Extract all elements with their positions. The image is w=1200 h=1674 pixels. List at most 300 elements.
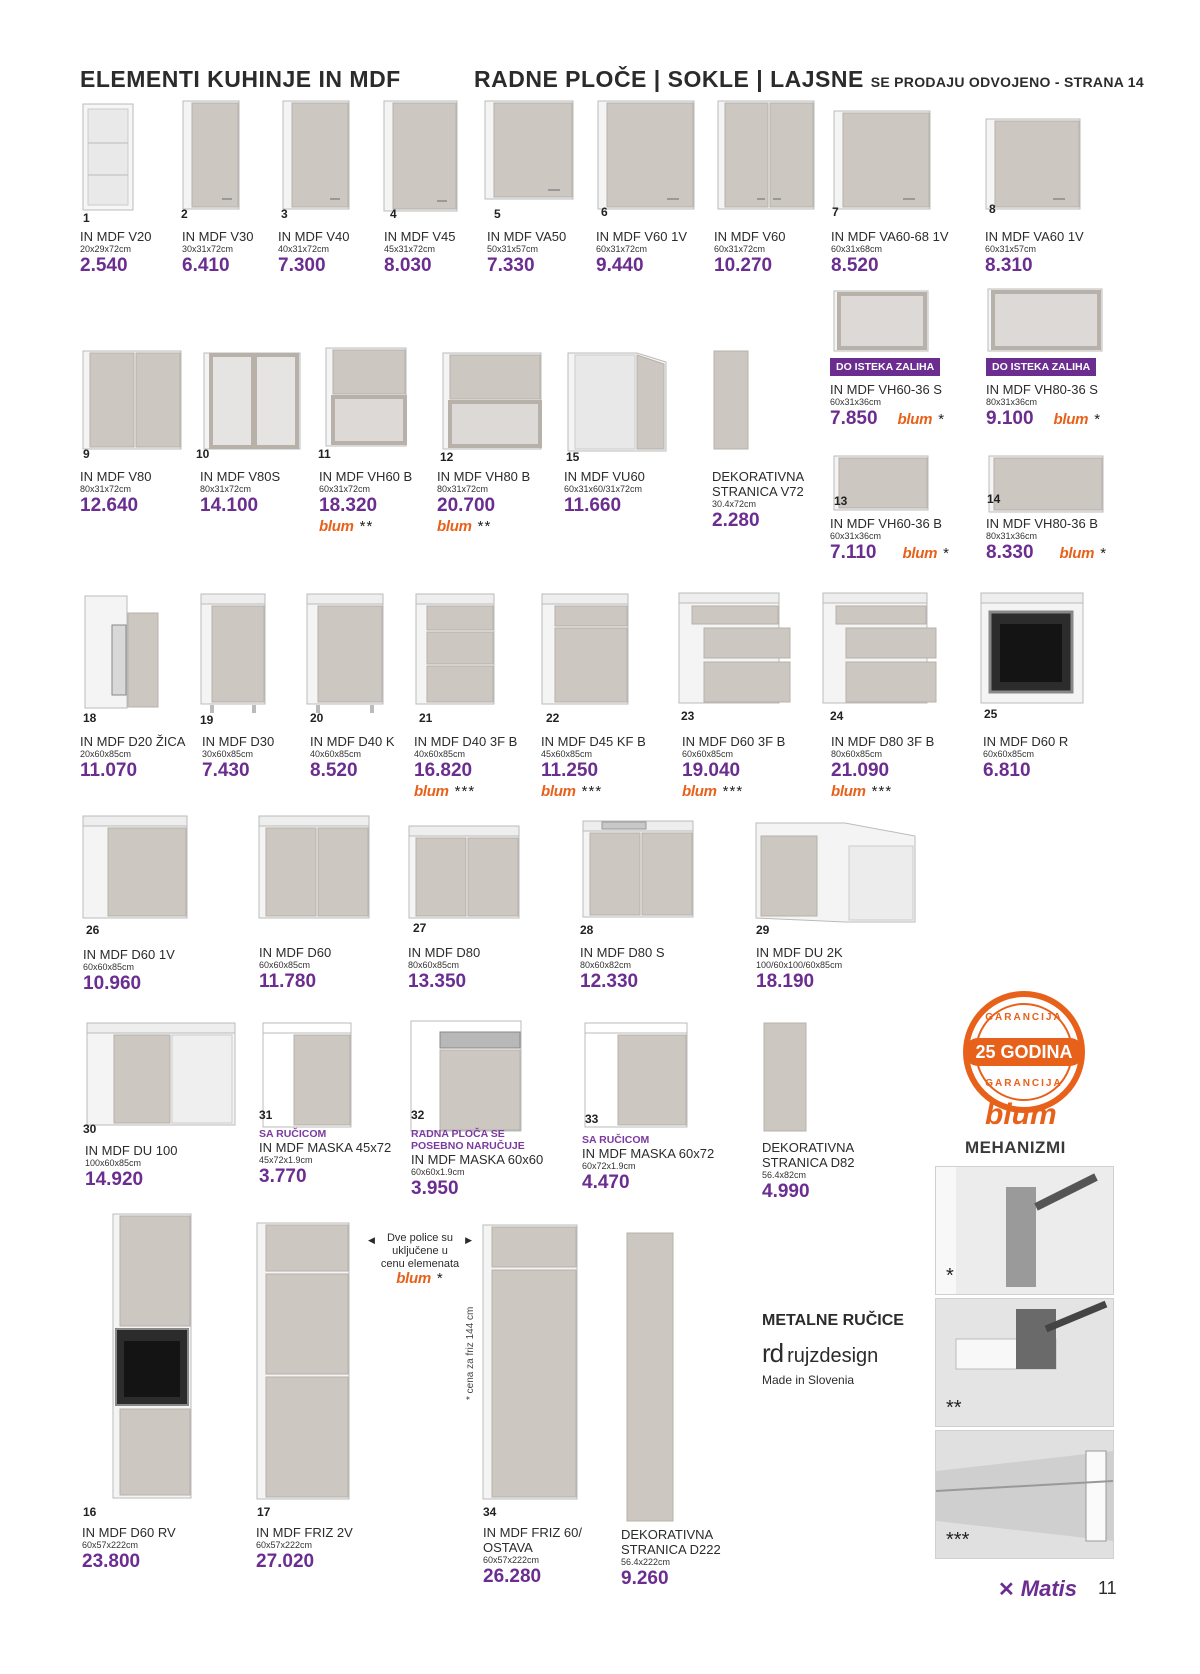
product-price: 16.820 xyxy=(414,760,473,781)
product-number: 2 xyxy=(181,207,188,221)
product-friz-2v xyxy=(256,1525,396,1573)
cabinet-image-v20 xyxy=(82,103,134,211)
product-number: 4 xyxy=(390,207,397,221)
product-price: 11.070 xyxy=(80,760,138,781)
cabinet-image-d60-1v xyxy=(82,815,188,927)
product-name: IN MDF FRIZ 60/ xyxy=(483,1525,582,1540)
product-friz-60-ostava xyxy=(483,1525,623,1588)
product-dimensions: 80x31x72cm xyxy=(80,484,132,494)
cabinet-image-d40k xyxy=(306,593,384,715)
cabinet-image-v45 xyxy=(383,100,458,212)
product-number: 15 xyxy=(566,450,580,464)
mechanism-stars: * xyxy=(943,544,950,562)
cabinet-image-d60 xyxy=(258,815,370,927)
product-dimensions: 100/60x100/60x85cm xyxy=(756,960,843,970)
product-number: 33 xyxy=(585,1112,599,1126)
product-dimensions: 60x72x1.9cm xyxy=(582,1161,636,1171)
product-price: 19.040 xyxy=(682,760,741,781)
product-price: 6.410 xyxy=(182,255,230,276)
product-number: 7 xyxy=(832,205,839,219)
product-note-line2: POSEBNO NARUČUJE xyxy=(411,1140,525,1152)
product-name: IN MDF V40 xyxy=(278,229,350,244)
mechanism-stars: * xyxy=(1094,410,1102,428)
product-number: 6 xyxy=(601,205,608,219)
product-price: 2.540 xyxy=(80,255,128,276)
product-number: 20 xyxy=(310,711,324,725)
cabinet-image-vh80b xyxy=(442,352,542,450)
product-dimensions: 60x31x72cm xyxy=(714,244,766,254)
product-dekorativna-d222 xyxy=(621,1527,761,1590)
product-dimensions: 50x31x57cm xyxy=(487,244,539,254)
product-d60 xyxy=(259,945,399,993)
product-name-line2: OSTAVA xyxy=(483,1540,533,1555)
blum-logo-icon: blum xyxy=(319,518,354,535)
product-dekorativna-d82 xyxy=(762,1140,902,1203)
cabinet-image-v40 xyxy=(282,100,350,210)
cabinet-image-vh60b xyxy=(325,347,407,447)
product-number: 9 xyxy=(83,447,90,461)
product-price: 8.310 xyxy=(985,255,1033,276)
product-d80s xyxy=(580,945,720,993)
product-maska-60x72 xyxy=(582,1134,722,1194)
product-dimensions: 60x60x1.9cm xyxy=(411,1167,465,1177)
product-dimensions: 80x31x36cm xyxy=(986,531,1038,541)
product-name: IN MDF D80 3F B xyxy=(831,734,935,749)
product-number: 28 xyxy=(580,923,594,937)
product-dimensions: 45x31x72cm xyxy=(384,244,436,254)
product-dimensions: 100x60x85cm xyxy=(85,1158,142,1168)
cabinet-image-va50 xyxy=(484,100,574,200)
side-panel-image-d222 xyxy=(626,1232,674,1522)
product-number: 26 xyxy=(86,923,100,937)
mechanism-stars: * xyxy=(938,410,946,428)
product-dimensions: 60x60x85cm xyxy=(83,962,135,972)
callout-line-2: uključene u xyxy=(392,1245,448,1257)
product-price: 9.100 xyxy=(986,408,1034,429)
product-name: IN MDF MASKA 45x72 xyxy=(259,1140,392,1155)
product-number: 19 xyxy=(200,713,214,727)
blum-brand-logo: blum xyxy=(985,1098,1057,1131)
product-dimensions: 80x60x85cm xyxy=(408,960,460,970)
blum-logo-icon: blum xyxy=(437,518,472,535)
product-price: 6.810 xyxy=(983,760,1031,781)
product-dimensions: 45x72x1.9cm xyxy=(259,1155,313,1165)
product-price: 23.800 xyxy=(82,1551,141,1572)
product-price: 2.280 xyxy=(712,510,760,531)
mask-image-60x60 xyxy=(410,1020,522,1140)
product-number: 16 xyxy=(83,1505,97,1519)
guarantee-bottom-text: GARANCIJA xyxy=(985,1078,1063,1089)
product-name: IN MDF VH60 B xyxy=(319,469,413,484)
cabinet-image-v60-1v xyxy=(597,100,695,210)
cabinet-image-du-100 xyxy=(86,1022,236,1134)
callout-line-1: Dve police su xyxy=(386,1232,454,1244)
blum-logo-icon: blum xyxy=(1053,410,1089,428)
cabinet-image-d80s xyxy=(582,815,694,927)
cabinet-image-d20-zica xyxy=(84,595,160,715)
cabinet-image-d80-3fb xyxy=(822,592,938,716)
product-name: IN MDF D60 1V xyxy=(83,947,175,962)
product-price: 26.280 xyxy=(483,1566,542,1587)
product-name: IN MDF D40 3F B xyxy=(414,734,518,749)
product-number: 31 xyxy=(259,1108,273,1122)
blum-logo-icon: blum xyxy=(831,783,866,800)
product-price: 11.250 xyxy=(541,760,599,781)
rujzdesign-wordmark: rujzdesign xyxy=(787,1345,879,1367)
product-dimensions: 40x31x72cm xyxy=(278,244,330,254)
product-dimensions: 60x31x36cm xyxy=(830,531,882,541)
section-title: ELEMENTI KUHINJE IN MDF xyxy=(80,66,401,92)
price-blum-row xyxy=(986,542,1126,564)
product-name: IN MDF V80S xyxy=(200,469,281,484)
product-price: 4.470 xyxy=(582,1172,630,1193)
product-name: IN MDF D60 R xyxy=(983,734,1069,749)
cabinet-image-d60-rv xyxy=(112,1213,192,1505)
shelves-callout xyxy=(370,1232,470,1285)
product-number: 32 xyxy=(411,1108,425,1122)
product-name: IN MDF D60 3F B xyxy=(682,734,786,749)
stock-badge: DO ISTEKA ZALIHA xyxy=(830,358,940,376)
product-name: DEKORATIVNA xyxy=(762,1140,855,1155)
product-dimensions: 80x60x82cm xyxy=(580,960,632,970)
product-number: 24 xyxy=(830,709,844,723)
product-number: 1 xyxy=(83,211,90,225)
price-blum-row xyxy=(830,408,970,430)
cabinet-image-vh80-36s xyxy=(987,288,1103,352)
product-d80 xyxy=(408,945,548,993)
blum-logo-icon: blum xyxy=(1059,544,1095,562)
product-name: IN MDF D40 K xyxy=(310,734,395,749)
product-price: 9.440 xyxy=(596,255,644,276)
blum-mechanism-tag xyxy=(541,783,681,800)
mechanism-stars: ** xyxy=(477,518,492,535)
product-price: 3.950 xyxy=(411,1178,459,1199)
product-name: IN MDF D20 ŽICA xyxy=(80,734,186,749)
cabinet-image-d40-3fb xyxy=(415,593,495,715)
product-name: IN MDF FRIZ 2V xyxy=(256,1525,353,1540)
product-dimensions: 80x31x36cm xyxy=(986,397,1038,407)
product-vh80b xyxy=(437,469,577,535)
mechanism-photo-3 xyxy=(935,1430,1114,1559)
product-price: 21.090 xyxy=(831,760,890,781)
blum-logo-icon: blum xyxy=(682,783,717,800)
product-number: 21 xyxy=(419,711,433,725)
product-price: 20.700 xyxy=(437,495,496,516)
product-va60-68-1v xyxy=(831,229,971,277)
product-number: 5 xyxy=(494,207,501,221)
product-price: 13.350 xyxy=(408,971,467,992)
product-dimensions: 56.4x222cm xyxy=(621,1557,671,1567)
blum-mechanism-tag xyxy=(682,783,822,800)
blum-mechanism-tag xyxy=(414,783,554,800)
product-price: 4.990 xyxy=(762,1181,810,1202)
cabinet-image-d60-3fb xyxy=(678,592,792,716)
cabinet-image-vh80-36b xyxy=(988,455,1104,513)
product-name-line2: STRANICA D82 xyxy=(762,1155,855,1170)
product-name: IN MDF VH80-36 B xyxy=(986,516,1098,531)
footer-brand xyxy=(998,1576,1077,1602)
product-number: 12 xyxy=(440,450,454,464)
product-number: 11 xyxy=(318,447,331,461)
product-dimensions: 60x57x222cm xyxy=(256,1540,313,1550)
rujzdesign-mark-icon: rd xyxy=(762,1338,784,1368)
product-du-2k xyxy=(756,945,896,993)
product-dimensions: 30x60x85cm xyxy=(202,749,254,759)
worktops-note xyxy=(474,66,1144,93)
product-price: 18.320 xyxy=(319,495,378,516)
product-dimensions: 60x60x85cm xyxy=(983,749,1035,759)
product-name: IN MDF VA60-68 1V xyxy=(831,229,949,244)
product-d60-rv xyxy=(82,1525,222,1573)
product-dimensions: 20x60x85cm xyxy=(80,749,132,759)
product-number: 29 xyxy=(756,923,770,937)
blum-logo-icon: blum xyxy=(396,1270,431,1287)
cabinet-image-v80 xyxy=(82,350,182,450)
product-name: IN MDF VH60-36 B xyxy=(830,516,942,531)
product-price: 7.430 xyxy=(202,760,250,781)
blum-mechanism-tag xyxy=(831,783,971,800)
product-name: IN MDF MASKA 60x60 xyxy=(411,1152,544,1167)
mask-image-45x72 xyxy=(262,1022,352,1138)
product-d60r xyxy=(983,734,1123,782)
cabinet-image-v60 xyxy=(717,100,815,210)
side-panel-image-d82 xyxy=(763,1022,807,1132)
mechanism-stars: *** xyxy=(871,783,893,800)
product-d20-zica xyxy=(80,734,220,782)
product-name: IN MDF V60 xyxy=(714,229,786,244)
product-note: SA RUČICOM xyxy=(259,1128,327,1140)
mechanism-photo-1 xyxy=(935,1166,1114,1295)
worktops-title: RADNE PLOČE | SOKLE | LAJSNE xyxy=(474,66,864,92)
product-number: 14 xyxy=(987,492,1001,506)
rujzdesign-logo xyxy=(762,1338,878,1369)
cabinet-image-va60 xyxy=(985,118,1081,210)
product-name: DEKORATIVNA xyxy=(712,469,805,484)
friz-price-note: * cena za friz 144 cm xyxy=(465,1306,476,1400)
product-price: 7.300 xyxy=(278,255,326,276)
product-number: 17 xyxy=(257,1505,271,1519)
product-price: 10.270 xyxy=(714,255,773,276)
product-dimensions: 80x31x72cm xyxy=(437,484,489,494)
product-dimensions: 40x60x85cm xyxy=(414,749,466,759)
product-v80 xyxy=(80,469,220,517)
product-name: IN MDF VH60-36 S xyxy=(830,382,942,397)
product-number: 3 xyxy=(281,207,288,221)
product-price: 7.850 xyxy=(830,408,878,429)
product-name: DEKORATIVNA xyxy=(621,1527,714,1542)
product-name: IN MDF VH80 B xyxy=(437,469,531,484)
product-number: 27 xyxy=(413,921,427,935)
product-number: 13 xyxy=(834,494,848,508)
product-dimensions: 60x57x222cm xyxy=(82,1540,139,1550)
product-name-line2: STRANICA D222 xyxy=(621,1542,721,1557)
mechanism-stars: *** xyxy=(581,783,603,800)
guarantee-top-text: GARANCIJA xyxy=(985,1012,1063,1023)
product-price: 18.190 xyxy=(756,971,815,992)
handles-title: METALNE RUČICE xyxy=(762,1312,904,1329)
product-name: IN MDF VH80-36 S xyxy=(986,382,1098,397)
product-dimensions: 60x60x85cm xyxy=(682,749,734,759)
product-name: IN MDF V45 xyxy=(384,229,456,244)
matis-logo-icon: ✕ xyxy=(998,1578,1015,1601)
product-name: IN MDF MASKA 60x72 xyxy=(582,1146,715,1161)
arrow-left-icon: ◀ xyxy=(368,1235,375,1245)
product-price: 12.330 xyxy=(580,971,639,992)
mask-image-60x72 xyxy=(584,1022,688,1138)
mechanism-stars: *** xyxy=(722,783,744,800)
product-price: 3.770 xyxy=(259,1166,307,1187)
product-name: IN MDF V20 xyxy=(80,229,152,244)
guarantee-seal-icon xyxy=(962,990,1086,1114)
blum-mechanism-tag xyxy=(437,518,577,535)
worktops-subtitle: SE PRODAJU ODVOJENO - STRANA 14 xyxy=(870,74,1144,90)
cabinet-image-vu60 xyxy=(567,352,667,452)
cabinet-image-v80s xyxy=(203,352,301,450)
product-maska-60x60 xyxy=(411,1128,551,1200)
cabinet-image-du-2k xyxy=(755,822,919,928)
product-vu60 xyxy=(564,469,704,517)
callout-line-3: cenu elemenata xyxy=(380,1258,460,1270)
product-name: IN MDF D45 KF B xyxy=(541,734,646,749)
product-price: 14.920 xyxy=(85,1169,144,1190)
product-dimensions: 40x60x85cm xyxy=(310,749,362,759)
product-price: 8.330 xyxy=(986,542,1034,563)
product-du-100 xyxy=(85,1143,225,1191)
price-blum-row xyxy=(830,542,970,564)
mechanism-photo-2 xyxy=(935,1298,1114,1427)
product-name: IN MDF V30 xyxy=(182,229,254,244)
product-name: IN MDF D60 xyxy=(259,945,332,960)
cabinet-image-d80 xyxy=(408,825,520,927)
mechanism-stars: *** xyxy=(946,1529,970,1551)
product-dimensions: 60x31x72cm xyxy=(596,244,648,254)
product-d45-kfb xyxy=(541,734,681,800)
product-dimensions: 60x31x60/31x72cm xyxy=(564,484,643,494)
product-vh60-36b xyxy=(830,516,970,564)
product-price: 14.100 xyxy=(200,495,259,516)
product-d60-1v xyxy=(83,947,223,995)
cabinet-image-v30 xyxy=(182,100,240,210)
product-dimensions: 45x60x85cm xyxy=(541,749,593,759)
product-price: 27.020 xyxy=(256,1551,315,1572)
product-dimensions: 80x60x85cm xyxy=(831,749,883,759)
product-name-line2: STRANICA V72 xyxy=(712,484,804,499)
cabinet-image-d30 xyxy=(200,593,266,715)
arrow-right-icon: ▶ xyxy=(465,1235,472,1245)
product-price: 9.260 xyxy=(621,1568,669,1589)
blum-logo-icon: blum xyxy=(414,783,449,800)
product-d80-3fb xyxy=(831,734,971,800)
cabinet-image-d60r xyxy=(980,592,1084,716)
product-name: IN MDF VA60 1V xyxy=(985,229,1084,244)
product-number: 10 xyxy=(196,447,210,461)
product-dimensions: 60x31x72cm xyxy=(319,484,371,494)
product-name: IN MDF V80 xyxy=(80,469,152,484)
price-blum-row xyxy=(986,408,1126,430)
product-number: 30 xyxy=(83,1122,97,1136)
product-name: IN MDF VA50 xyxy=(487,229,567,244)
product-d60-3fb xyxy=(682,734,822,800)
product-price: 8.520 xyxy=(831,255,879,276)
product-vh80-36b xyxy=(986,516,1126,564)
product-price: 7.110 xyxy=(830,542,877,563)
product-dimensions: 60x31x57cm xyxy=(985,244,1037,254)
product-name: IN MDF D80 S xyxy=(580,945,665,960)
mechanism-stars: * xyxy=(436,1270,444,1287)
product-note: SA RUČICOM xyxy=(582,1134,650,1146)
product-number: 23 xyxy=(681,709,695,723)
product-price: 12.640 xyxy=(80,495,139,516)
cabinet-image-d45-kfb xyxy=(541,593,629,715)
product-name: IN MDF D80 xyxy=(408,945,481,960)
blum-logo-icon: blum xyxy=(541,783,576,800)
product-name: IN MDF VU60 xyxy=(564,469,645,484)
mechanism-stars: *** xyxy=(454,783,476,800)
product-price: 8.030 xyxy=(384,255,432,276)
cabinet-image-va60-68 xyxy=(833,110,931,210)
product-dimensions: 60x31x68cm xyxy=(831,244,883,254)
product-va60-1v xyxy=(985,229,1125,277)
product-dimensions: 80x31x72cm xyxy=(200,484,252,494)
product-dimensions: 60x57x222cm xyxy=(483,1555,540,1565)
mechanism-stars: ** xyxy=(359,518,374,535)
product-number: 8 xyxy=(989,202,996,216)
page-number: 11 xyxy=(1098,1578,1117,1598)
blum-logo-icon: blum xyxy=(902,544,938,562)
callout-blum-tag xyxy=(370,1272,470,1285)
product-dimensions: 20x29x72cm xyxy=(80,244,132,254)
product-price: 11.780 xyxy=(259,971,317,992)
product-number: 22 xyxy=(546,711,560,725)
product-name: IN MDF DU 100 xyxy=(85,1143,178,1158)
product-dimensions: 30x31x72cm xyxy=(182,244,234,254)
product-vh80-36s xyxy=(986,382,1126,430)
product-price: 8.520 xyxy=(310,760,358,781)
cabinet-image-friz-2v xyxy=(256,1222,350,1506)
matis-wordmark: Matis xyxy=(1020,1576,1078,1601)
product-name: IN MDF D30 xyxy=(202,734,275,749)
product-note: RADNA PLOČA SE xyxy=(411,1128,505,1140)
product-vh60-36s xyxy=(830,382,970,430)
blum-logo-icon: blum xyxy=(897,410,933,428)
side-panel-image-v72 xyxy=(713,350,749,450)
product-dimensions: 56.4x82cm xyxy=(762,1170,807,1180)
stock-badge: DO ISTEKA ZALIHA xyxy=(986,358,1096,376)
cabinet-image-vh60-36s xyxy=(833,290,929,352)
product-maska-45x72 xyxy=(259,1128,399,1188)
mechanisms-label: MEHANIZMI xyxy=(965,1138,1066,1157)
product-name: IN MDF D60 RV xyxy=(82,1525,176,1540)
product-dimensions: 60x31x36cm xyxy=(830,397,882,407)
product-number: 34 xyxy=(483,1505,497,1519)
product-price: 10.960 xyxy=(83,973,142,994)
product-number: 18 xyxy=(83,711,97,725)
product-price: 7.330 xyxy=(487,255,535,276)
product-dimensions: 30.4x72cm xyxy=(712,499,757,509)
product-price: 11.660 xyxy=(564,495,622,516)
product-number: 25 xyxy=(984,707,998,721)
guarantee-years: 25 GODINA xyxy=(975,1042,1073,1062)
mechanism-stars: * xyxy=(946,1265,954,1287)
product-name: IN MDF V60 1V xyxy=(596,229,688,244)
product-name: IN MDF DU 2K xyxy=(756,945,843,960)
made-in-slovenia: Made in Slovenia xyxy=(762,1373,855,1387)
mechanism-stars: ** xyxy=(946,1397,962,1419)
product-dimensions: 60x60x85cm xyxy=(259,960,311,970)
mechanism-stars: * xyxy=(1100,544,1108,562)
cabinet-image-friz-60-ostava xyxy=(482,1224,578,1506)
product-d40-3fb xyxy=(414,734,554,800)
